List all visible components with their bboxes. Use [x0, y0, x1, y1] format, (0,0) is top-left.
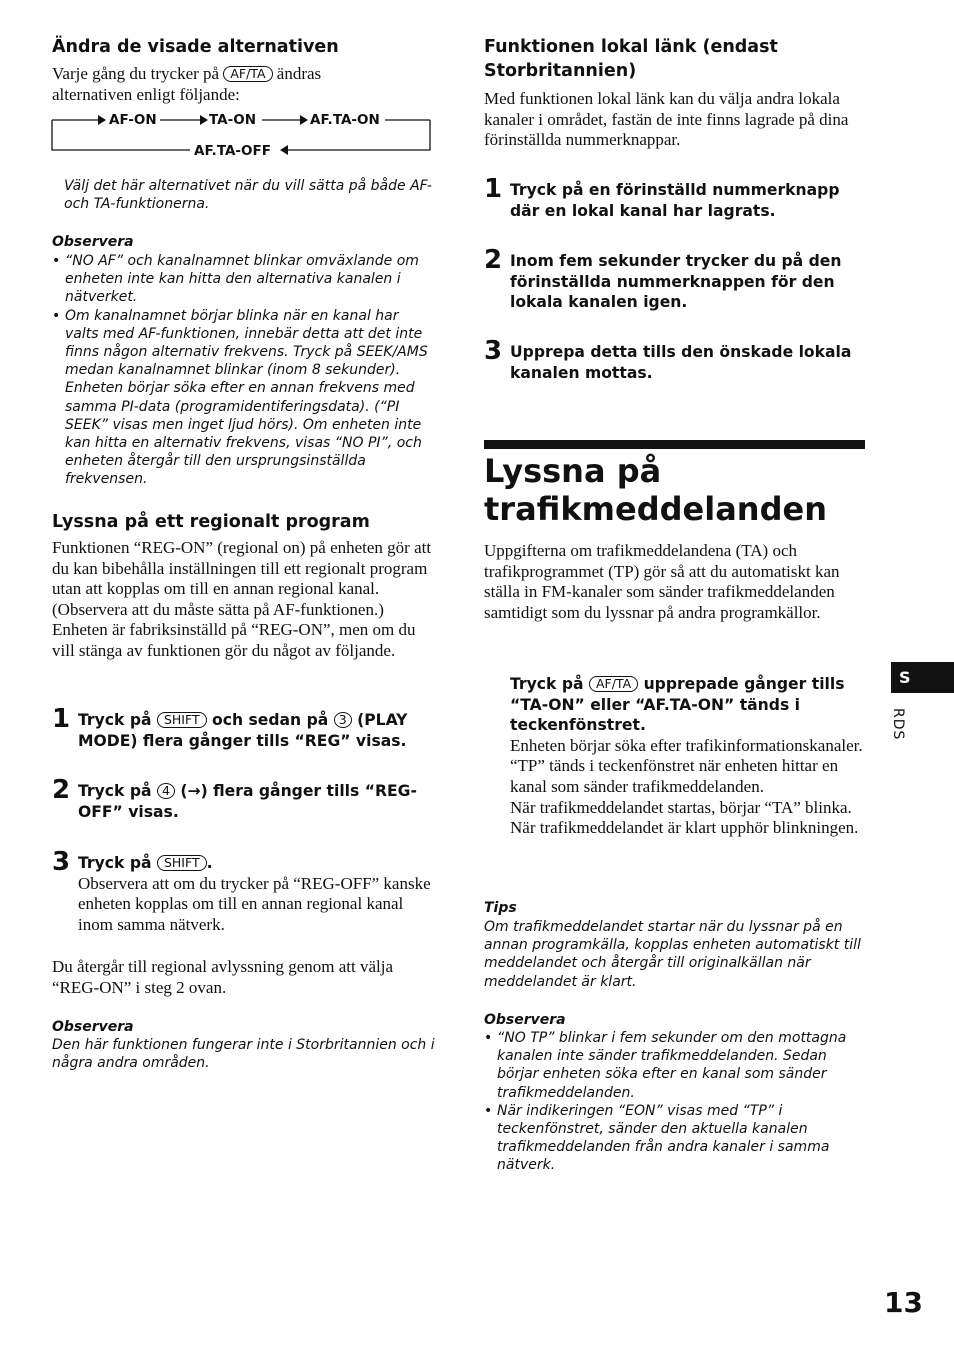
step-text-part: (	[180, 782, 188, 800]
step-number: 2	[52, 775, 71, 805]
note-item: • Om kanalnamnet börjar blinka när en kanal har valts med AF-funktionen, innebär detta att det inte finns någon alternativ frekvens. Tryck på SEEK/AMS medan kanalnamnet blinkar (inom 8 sekunder). Enheten börjar söka efter en annan frekvens med samma PI-data (programidentiferingsdata). (“PI SEEK” visas men inget ljud hörs). Om enheten inte kan hitta en alternativ frekvens, visas “NO PI”, och enheten återgår till den ursprungsinställda frekvensen.	[52, 307, 434, 489]
step-number: 1	[52, 704, 71, 734]
diagram-node-af-ta-off: AF.TA-OFF	[194, 143, 271, 159]
tips-text: Om trafikmeddelandet startar när du lyssnar på en annan programkälla, kopplas enheten automatiskt till meddelandet och återgår till originalkällan när meddelandet är klart.	[484, 919, 861, 990]
step-text-part: Tryck på	[78, 711, 152, 729]
intro-part-a: Varje gång du trycker på	[52, 64, 220, 83]
step-number: 1	[484, 174, 503, 204]
step-text	[78, 710, 438, 751]
intro-text	[52, 64, 437, 105]
intro-part-c: alternativen enligt följande:	[52, 84, 240, 104]
traffic-note-list	[484, 1029, 869, 1175]
step-text	[78, 853, 438, 935]
number-4-key: 4	[157, 783, 175, 799]
number-3-key: 3	[334, 712, 352, 728]
section-title-regional: Lyssna på ett regionalt program	[52, 512, 370, 532]
step-subtext: Observera att om du trycker på “REG-OFF” kanske enheten kopplas om till en annan regional kanal inom samma nätverk.	[78, 873, 431, 934]
regional-note: Den här funktionen fungerar inte i Storbritannien och i några andra områden.	[52, 1037, 435, 1072]
shift-key: SHIFT	[157, 712, 207, 728]
side-label-rds: RDS	[890, 708, 906, 741]
step-text-part: .	[206, 854, 213, 872]
diagram-node-af-on: AF-ON	[109, 112, 157, 128]
page-number: 13	[884, 1286, 923, 1319]
local-link-body: Med funktionen lokal länk kan du välja andra lokala kanaler i området, fastän de inte finns lagrade på dina förinställda nummerknappar.	[484, 89, 849, 150]
step-text	[78, 781, 438, 822]
arrow-right-icon	[200, 115, 208, 125]
step-text: Tryck på en förinställd nummerknapp där en lokal kanal har lagrats.	[510, 181, 840, 220]
note-list	[52, 252, 434, 489]
section-title-change-alternatives: Ändra de visade alternativen	[52, 37, 339, 57]
step-number: 3	[52, 847, 71, 877]
instruction-subtext-1: Enheten börjar söka efter trafikinformationskanaler. “TP” tänds i teckenfönstret när enheten hittar en kanal som sänder trafikmeddelanden.	[510, 735, 863, 796]
step-text-part: Tryck på	[78, 782, 152, 800]
tips-title: Tips	[484, 900, 517, 916]
step-text-part: Tryck på	[78, 854, 152, 872]
step-text-part: (PLAY MODE) flera gånger tills “REG” visas.	[78, 711, 408, 750]
side-tab-language: S	[891, 662, 954, 693]
section-title-local-link: Funktionen lokal länk (endast Storbritannien)	[484, 37, 778, 81]
arrow-right-icon	[98, 115, 106, 125]
traffic-body: Uppgifterna om trafikmeddelandena (TA) och trafikprogrammet (TP) gör så att du automatiskt kan ställa in FM-kanaler som sänder trafikmeddelanden samtidigt som du lyssnar på andra programkällor.	[484, 541, 840, 622]
note-item: • När indikeringen “EON” visas med “TP” i teckenfönstret, sänder den aktuella kanalen trafikmeddelanden från andra kanaler i samma nätverk.	[484, 1102, 869, 1175]
arrow-right-icon: →	[187, 782, 201, 800]
af-ta-key: AF/TA	[223, 66, 272, 82]
step-text-part: Tryck på	[510, 675, 584, 693]
instruction-text	[510, 674, 870, 839]
note-title: Observera	[52, 1019, 134, 1035]
section-banner-bar	[484, 440, 865, 449]
regional-body: Funktionen “REG-ON” (regional on) på enheten gör att du kan bibehålla inställningen till ett regionalt program utan att kopplas om till en annan regional kanal. (Observera att du måste sätta på AF-funktionen.) Enheten är fabriksinställd på “REG-ON”, men om du vill stänga av funktionen gör du något av följande.	[52, 538, 432, 660]
step-text-part: och sedan på	[212, 711, 329, 729]
step-number: 2	[484, 245, 503, 275]
diagram-note: Välj det här alternativet när du vill sätta på både AF- och TA-funktionerna.	[64, 178, 432, 213]
note-title: Observera	[52, 234, 134, 250]
page-title-traffic: Lyssna på trafikmeddelanden	[484, 452, 827, 528]
step-number: 3	[484, 336, 503, 366]
note-item: • “NO TP” blinkar i fem sekunder om den mottagna kanalen inte sänder trafikmeddelanden. Sedan börjar enheten söka efter en kanal som sänder trafikmeddelanden.	[484, 1029, 869, 1102]
step-text: Inom fem sekunder trycker du på den förinställda nummerknappen för den lokala kanalen igen.	[510, 252, 842, 312]
step-text-part: upprepade gånger tills “TA-ON” eller “AF.TA-ON” tänds i teckenfönstret.	[510, 675, 845, 735]
note-title: Observera	[484, 1012, 566, 1028]
arrow-right-icon	[300, 115, 308, 125]
note-item: • “NO AF” och kanalnamnet blinkar omväxlande om enheten inte kan hitta den alternativa kanalen i nätverket.	[52, 252, 434, 307]
af-ta-key: AF/TA	[589, 676, 638, 692]
shift-key: SHIFT	[157, 855, 207, 871]
instruction-subtext-2: När trafikmeddelandet startas, börjar “TA” blinka. När trafikmeddelandet är klart upphör blinkningen.	[510, 797, 859, 838]
arrow-left-icon	[280, 145, 288, 155]
regional-after: Du återgår till regional avlyssning genom att välja “REG-ON” i steg 2 ovan.	[52, 957, 394, 997]
diagram-node-af-ta-on: AF.TA-ON	[310, 112, 380, 128]
intro-part-b: ändras	[276, 64, 322, 83]
step-text-part: ) flera gånger tills “REG-OFF” visas.	[78, 782, 417, 821]
diagram-node-ta-on: TA-ON	[209, 112, 256, 128]
step-text: Upprepa detta tills den önskade lokala kanalen mottas.	[510, 343, 852, 382]
